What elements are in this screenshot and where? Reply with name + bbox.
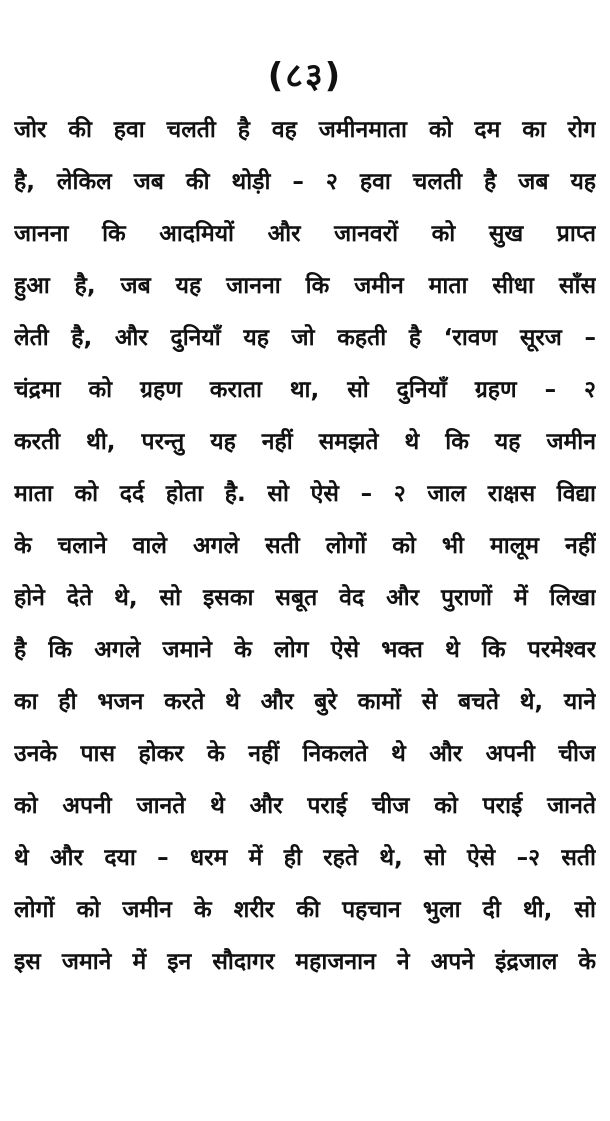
text-line-16: लोगों को जमीन के शरीर की पहचान भुला दी थी, सो (14, 897, 596, 923)
text-line-4: हुआ है, जब यह जानना कि जमीन माता सीधा साँस (14, 273, 596, 299)
body-text (14, 104, 596, 988)
text-line-5: लेती है, और दुनियाँ यह जो कहती है ‘रावण सूरज – (14, 325, 596, 351)
text-line-7: करती थी, परन्तु यह नहीं समझते थे कि यह जमीन (14, 429, 596, 455)
text-line-1: जोर की हवा चलती है वह जमीनमाता को दम का रोग (14, 117, 596, 143)
text-line-2: है, लेकिल जब की थोड़ी – २ हवा चलती है जब यह (14, 169, 596, 195)
text-line-3: जानना कि आदमियों और जानवरों को सुख प्राप्त (14, 221, 596, 247)
text-line-11: है कि अगले जमाने के लोग ऐसे भक्त थे कि परमेश्वर (14, 637, 596, 663)
text-line-13: उनके पास होकर के नहीं निकलते थे और अपनी चीज (14, 741, 596, 767)
text-line-12: का ही भजन करते थे और बुरे कामों से बचते थे, याने (14, 689, 596, 715)
text-line-17: इस जमाने में इन सौदागर महाजनान ने अपने इंद्रजाल के (14, 949, 596, 975)
text-line-6: चंद्रमा को ग्रहण कराता था, सो दुनियाँ ग्रहण – २ (14, 377, 596, 403)
text-line-15: थे और दया – धरम में ही रहते थे, सो ऐसे –२ सती (14, 845, 596, 871)
page-number: (८३) (267, 56, 343, 96)
text-line-14: को अपनी जानते थे और पराई चीज को पराई जानते (14, 793, 596, 819)
text-line-9: के चलाने वाले अगले सती लोगों को भी मालूम नहीं (14, 533, 596, 559)
text-line-8: माता को दर्द होता है. सो ऐसे – २ जाल राक्षस विद्या (14, 481, 596, 507)
text-line-10: होने देते थे, सो इसका सबूत वेद और पुराणों में लिखा (14, 585, 596, 611)
